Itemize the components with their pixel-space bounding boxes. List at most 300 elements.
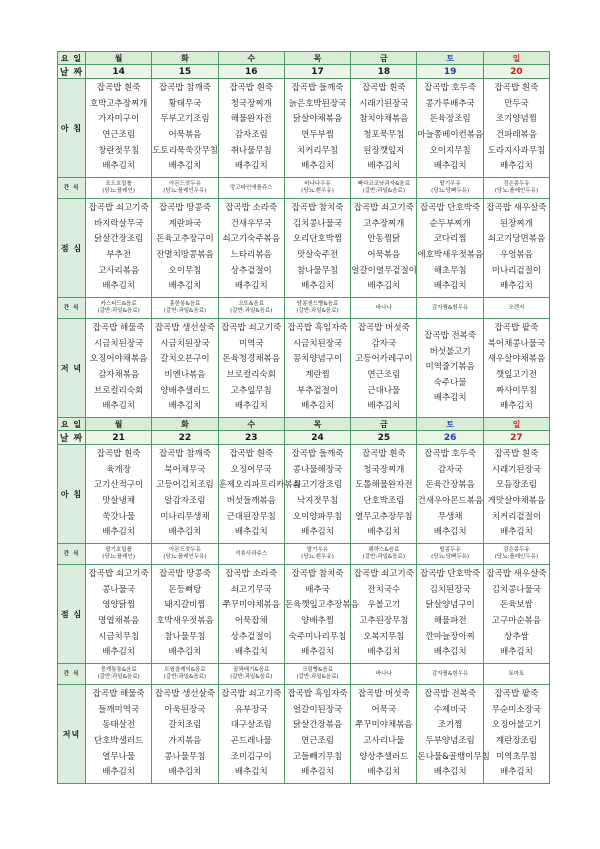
day-name-tue: 화 (152, 418, 218, 431)
menu-item: 잡곡밥 쇠고기죽 (353, 203, 414, 214)
snack-item: 크림빵&음료 (302, 667, 333, 673)
menu-cell-lunch-mon (86, 565, 152, 664)
menu-item: 애호박새우젓볶음 (417, 250, 484, 260)
menu-cell-dinner-sat (417, 685, 490, 784)
menu-item: 연근조림 (301, 736, 334, 746)
menu-item: 연근조림 (102, 130, 136, 140)
menu-item: 배추김치 (102, 161, 136, 172)
menu-item: 잡곡밥 쇠고기죽 (88, 569, 149, 580)
menu-cell-dinner-fri (351, 685, 417, 784)
date-sat: 19 (417, 65, 483, 79)
menu-item: 잡곡밥 참치죽 (291, 569, 344, 580)
menu-item: 배추김치 (301, 767, 334, 778)
menu-item: 근대된장무침 (226, 511, 276, 522)
menu-cell-breakfast-wed (218, 79, 284, 178)
menu-item: 배추김치 (301, 527, 334, 538)
menu-item: 해물파전 (433, 616, 467, 626)
menu-item: 청포묵무침 (363, 130, 405, 140)
menu-item: 잡곡밥 해물죽 (92, 689, 145, 700)
menu-item: 잡곡밥 흰죽 (494, 449, 539, 460)
menu-cell-dinner-sun (483, 319, 549, 418)
menu-cell-lunch-sun (483, 565, 549, 664)
menu-item: 어묵볶음 (367, 250, 401, 260)
snack-item: (갈반:과일&음료) (97, 674, 140, 680)
day-name-sat: 토 (417, 52, 483, 65)
menu-item: 북어채콩나물국 (487, 338, 546, 349)
day-name-thu: 목 (284, 52, 350, 65)
menu-item: 잡곡밥 생선살죽 (154, 689, 216, 700)
menu-item: 배추김치 (234, 767, 268, 778)
snack-item: 빠다코코낫과자&음료 (357, 181, 410, 187)
menu-cell-dinner-sun (483, 685, 549, 784)
menu-item: 잡곡밥 흰죽 (96, 83, 141, 94)
menu-item: 배추김치 (234, 647, 268, 658)
menu-item: 명엽채볶음 (98, 616, 140, 626)
menu-item: 숙주미나리무침 (288, 631, 347, 642)
menu-item: 잡곡밥 참치죽 (291, 203, 344, 214)
menu-cell-dinner-thu (284, 319, 350, 418)
menu-item: 시금치된장국 (160, 338, 210, 349)
am-snack-cell-sat (417, 544, 483, 565)
snack-item: 토마토 (508, 670, 525, 677)
menu-cell-breakfast-sun (483, 79, 549, 178)
menu-item: 근대나물 (367, 385, 401, 396)
menu-item: 고구마순볶음 (491, 616, 542, 626)
menu-item: 돈육보쌈 (500, 600, 533, 611)
menu-item: 가지볶음 (168, 736, 202, 746)
pm-snack-cell-thu (284, 298, 350, 319)
menu-item: 오이양파무침 (292, 511, 343, 522)
menu-item: 도라지사과무침 (487, 145, 546, 156)
snack-item: (갈반:과일&음료) (97, 308, 140, 314)
breakfast-label: 아 침 (58, 445, 86, 544)
menu-item: 어묵잡채 (234, 616, 268, 626)
menu-item: 계란장조림 (495, 736, 537, 746)
menu-item: 쇠고기숙주볶음 (222, 234, 280, 245)
menu-item: 대구살조림 (230, 720, 272, 731)
menu-item: 김치콩나물국 (491, 584, 542, 595)
day-name-fri: 금 (351, 418, 417, 431)
date-header-label: 날 짜 (58, 431, 86, 445)
menu-item: 배추김치 (500, 527, 533, 538)
menu-item: 김치콩나물국 (292, 218, 343, 229)
menu-item: 고추장찌개 (363, 218, 405, 229)
menu-item: 배추김치 (433, 393, 467, 404)
snack-item: (갈반:과일&음료) (230, 674, 273, 680)
menu-item: 돈등뼈탕 (168, 584, 202, 595)
snack-item: 석류사과쥬스 (235, 550, 268, 557)
menu-item: 시래기된장국 (359, 98, 409, 109)
menu-item: 잡곡밥 해물죽 (92, 323, 145, 334)
menu-item: 우볼고기 (367, 600, 401, 611)
menu-item: 순두부찌개 (429, 218, 471, 229)
menu-item: 잡곡밥 쇠고기죽 (88, 203, 149, 214)
pm-snack-cell-sun (483, 298, 549, 319)
am-snack-cell-fri (351, 178, 417, 199)
snack-item: 딸기호밀롤 (105, 547, 132, 553)
menu-item: 배추김치 (500, 767, 533, 778)
menu-cell-lunch-wed (218, 199, 284, 298)
day-name-wed: 수 (218, 418, 284, 431)
date-thu: 17 (284, 65, 350, 79)
menu-item: 배추김치 (301, 161, 334, 172)
menu-cell-dinner-wed (218, 319, 284, 418)
pm-snack-cell-fri (351, 664, 417, 685)
menu-item: 잡곡밥 흰죽 (229, 449, 274, 460)
menu-cell-dinner-wed (218, 685, 284, 784)
menu-item: 비엔나볶음 (164, 370, 206, 380)
menu-item: 상추겉절이 (230, 265, 272, 276)
menu-item: 감자조림 (234, 130, 268, 140)
menu-item: 얼갈이열무겉절이 (351, 265, 417, 276)
snack-item: (갈반:과일&음료) (362, 554, 405, 560)
snack-item: 아몬드잣두유 (169, 547, 201, 553)
menu-item: 고추잎무침 (230, 385, 272, 396)
menu-item: 오징어불고기 (491, 720, 542, 731)
menu-item: 시래기된장국 (491, 464, 542, 475)
day-name-sun: 일 (483, 52, 549, 65)
menu-item: 조기찜 (437, 720, 463, 731)
menu-item: 호박고추장찌개 (89, 98, 148, 109)
am-snack-cell-sun (483, 544, 549, 565)
menu-item: 잡곡밥 흰죽 (229, 83, 274, 94)
menu-item: 느타리볶음 (230, 250, 272, 260)
menu-item: 잡곡밥 참깨죽 (158, 449, 211, 460)
menu-item: 두부양념조림 (425, 736, 475, 746)
snack-item: 홍한봉&음료 (169, 301, 201, 307)
snack-item: (당뇨:플레인두유) (494, 554, 539, 560)
snack-item: 망고파인애플쥬스 (229, 184, 273, 191)
day-name-thu: 목 (284, 418, 350, 431)
menu-item: 부추전 (106, 250, 131, 260)
menu-item: 짜사이무침 (495, 385, 537, 396)
snack-item: (당뇨:흰우유) (301, 554, 334, 560)
am-snack-cell-wed (218, 178, 284, 199)
pm-snack-cell-sat (417, 298, 483, 319)
menu-item: 맛살숙주전 (297, 250, 339, 260)
menu-cell-breakfast-tue (152, 445, 218, 544)
menu-item: 훈제오리파프리카볶음 (218, 480, 301, 491)
menu-item: 치커리겉절이 (491, 511, 542, 522)
menu-cell-dinner-mon (86, 319, 152, 418)
menu-item: 잡곡밥 들깨죽 (291, 83, 344, 94)
menu-item: 미역국 (238, 338, 264, 349)
menu-item: 오이지무침 (429, 145, 471, 156)
day-name-mon: 월 (86, 52, 152, 65)
menu-item: 잔치국수 (367, 584, 401, 595)
snack-item: (갈반:과일&음료) (296, 674, 339, 680)
menu-item: 잡곡밥 흰죽 (96, 449, 141, 460)
lunch-label: 점 심 (58, 565, 86, 664)
menu-item: 잡곡밥 땅콩죽 (158, 569, 211, 580)
menu-item: 모듬장조림 (495, 480, 537, 491)
menu-item: 배추김치 (500, 401, 533, 412)
snack-item: (당뇨:당뼈두유) (431, 188, 470, 194)
snack-item: (갈반:과일&음료) (362, 188, 405, 194)
menu-cell-dinner-tue (152, 685, 218, 784)
menu-item: 버섯들깨볶음 (226, 496, 276, 506)
menu-item: 잡곡밥 단호박죽 (420, 569, 481, 580)
am-snack-cell-tue (152, 178, 218, 199)
menu-item: 감자국 (371, 338, 397, 349)
menu-item: 어묵국 (371, 704, 397, 715)
pm-snack-cell-thu (284, 664, 350, 685)
menu-item: 해초무침 (433, 265, 467, 276)
menu-item: 우엉볶음 (500, 250, 533, 260)
snack-label: 간 식 (58, 178, 86, 199)
menu-item: 잡곡밥 소라죽 (225, 569, 278, 580)
menu-item: 단호박조림 (363, 496, 405, 506)
menu-item: 감자채볶음 (98, 370, 140, 380)
snack-item: 아몬드잣두유 (169, 181, 201, 187)
snack-item: 딸기우유 (439, 181, 461, 187)
breakfast-label: 아 침 (58, 79, 86, 178)
menu-item: 잡곡밥 소라죽 (225, 203, 278, 214)
menu-item: 배추김치 (168, 767, 202, 778)
date-mon: 14 (86, 65, 152, 79)
menu-item: 육개장 (106, 464, 131, 475)
menu-item: 오복지무침 (363, 631, 405, 642)
menu-item: 쭈꾸미야채볶음 (222, 600, 280, 611)
menu-item: 배추김치 (367, 161, 401, 172)
date-fri: 18 (351, 65, 417, 79)
menu-cell-breakfast-fri (351, 445, 417, 544)
lunch-label: 점 심 (58, 199, 86, 298)
menu-item: 참나물무침 (164, 631, 206, 642)
date-sun: 27 (483, 431, 549, 445)
menu-item: 쭈꾸미야채볶음 (355, 720, 413, 731)
menu-item: 시금치된장국 (292, 338, 343, 349)
date-mon: 21 (86, 431, 152, 445)
menu-item: 상추겉절이 (230, 631, 272, 642)
snack-item: 포도호밀롤 (105, 181, 132, 187)
menu-item: 배추김치 (234, 401, 268, 412)
am-snack-cell-thu (284, 178, 350, 199)
menu-item: 잡곡밥 전복죽 (424, 689, 477, 700)
menu-item: 황태무국 (168, 98, 202, 109)
date-tue: 15 (152, 65, 218, 79)
menu-item: 배추김치 (367, 401, 401, 412)
menu-cell-lunch-sat (417, 565, 483, 664)
menu-item: 배추김치 (168, 527, 202, 538)
menu-item: 고사리나물 (363, 736, 405, 746)
menu-item: 동태살전 (102, 720, 136, 731)
menu-item: 돈육청경채볶음 (222, 354, 280, 365)
menu-item: 배추김치 (102, 647, 136, 658)
menu-item: 오리단호박찜 (292, 234, 343, 245)
menu-item: 갈치조림 (168, 720, 202, 731)
menu-cell-breakfast-tue (152, 79, 218, 178)
menu-item: 잡곡밥 흰죽 (494, 83, 539, 94)
menu-item: 배추김치 (168, 161, 202, 172)
menu-item: 잡곡밥 버섯죽 (357, 689, 410, 700)
snack-item: 검은콩두유 (503, 181, 530, 187)
menu-item: 잔멸치땅콩볶음 (156, 250, 214, 260)
snack-item: 땅콩샌드빵&음료 (296, 301, 339, 307)
am-snack-cell-thu (284, 544, 350, 565)
menu-item: 잡곡밥 단호박죽 (420, 203, 481, 214)
date-thu: 24 (284, 431, 350, 445)
menu-item: 고기산적구이 (94, 480, 144, 491)
menu-item: 조기양념찜 (495, 114, 537, 125)
menu-item: 깻잎고기전 (495, 370, 537, 380)
menu-item: 배추김치 (367, 767, 401, 778)
menu-item: 쇠고기무국 (230, 584, 272, 595)
pm-snack-cell-wed (218, 664, 284, 685)
menu-cell-dinner-fri (351, 319, 417, 418)
menu-item: 고추된장무침 (359, 616, 409, 626)
menu-item: 알감자조림 (164, 496, 206, 506)
snack-item: 뭉게통통&음료 (100, 667, 137, 673)
menu-item: 배추김치 (500, 281, 533, 292)
snack-item: (갈반:과일&음료) (163, 674, 207, 680)
menu-item: 북어채무국 (164, 464, 206, 475)
menu-item: 잡곡밥 들깨죽 (291, 449, 344, 460)
snack-item: (갈반:과일&음료) (296, 308, 339, 314)
menu-item: 배추김치 (301, 281, 334, 292)
snack-item: 카스타드&음료 (100, 301, 137, 307)
menu-item: 콩나물국 (102, 584, 136, 595)
menu-item: 연두부찜 (301, 130, 334, 140)
menu-cell-breakfast-thu (284, 79, 350, 178)
pm-snack-cell-sat (417, 664, 483, 685)
menu-item: 잡곡밥 흑임자죽 (287, 323, 348, 334)
snack-item: 바나나우유 (304, 181, 331, 187)
am-snack-cell-sun (483, 178, 549, 199)
snack-item: 오렌지 (508, 304, 525, 311)
menu-item: 연근조림 (367, 370, 401, 380)
menu-cell-lunch-mon (86, 199, 152, 298)
menu-item: 잡곡밥 팥죽 (494, 689, 539, 700)
day-name-wed: 수 (218, 52, 284, 65)
menu-item: 시금치무침 (98, 631, 140, 642)
menu-item: 새우살야채볶음 (487, 354, 546, 365)
snack-item: 바나나 (375, 304, 392, 311)
day-header-label: 요 일 (58, 52, 86, 65)
day-name-fri: 금 (351, 52, 417, 65)
menu-item: 잡곡밥 새우살죽 (486, 203, 547, 214)
menu-item: 돈육고추장구이 (156, 234, 214, 245)
menu-item: 배추김치 (500, 647, 533, 658)
menu-cell-breakfast-sat (417, 445, 483, 544)
menu-item: 수제비국 (433, 704, 467, 715)
menu-item: 잡곡밥 땅콩죽 (158, 203, 211, 214)
snack-item: (갈반:과일&음료) (230, 308, 273, 314)
snack-item: 검은콩두유 (503, 547, 530, 553)
snack-item: 트윙클케익&음료 (164, 667, 206, 673)
menu-item: 잡곡밥 쇠고기죽 (221, 689, 282, 700)
menu-item: 양배추샐러드 (160, 385, 210, 396)
date-wed: 23 (218, 431, 284, 445)
snack-item: 감자찜&흰우유 (432, 304, 469, 311)
menu-item: 쇠고기당면볶음 (487, 234, 546, 245)
menu-item: 건새우아몬드볶음 (417, 496, 484, 506)
menu-item: 쑥갓나물 (102, 511, 136, 522)
snack-label: 간 식 (58, 664, 86, 685)
menu-item: 잡곡밥 흑임자죽 (287, 689, 348, 700)
menu-cell-lunch-wed (218, 565, 284, 664)
menu-item: 미나리무생채 (160, 511, 210, 522)
menu-item: 감자국 (437, 464, 463, 475)
menu-item: 고사리볶음 (98, 265, 140, 276)
menu-item: 바지락살무국 (94, 218, 144, 229)
menu-item: 계란찜 (305, 370, 330, 380)
menu-item: 콩나물무침 (164, 751, 206, 762)
menu-item: 배추김치 (168, 647, 202, 658)
menu-item: 곤드레나물 (230, 736, 272, 746)
menu-item: 안동찜닭 (367, 234, 401, 245)
date-header-label: 날 짜 (58, 65, 86, 79)
menu-item: 오징어무국 (230, 464, 272, 475)
menu-item: 늙은호박된장국 (288, 98, 347, 109)
menu-item: 배추김치 (367, 281, 401, 292)
menu-cell-lunch-thu (284, 565, 359, 664)
day-name-mon: 월 (86, 418, 152, 431)
menu-cell-dinner-sat (417, 319, 483, 418)
menu-item: 잡곡밥 버섯죽 (357, 323, 410, 334)
snack-item: (당뇨:플레인) (102, 188, 135, 194)
menu-item: 양배추찜 (301, 616, 334, 626)
menu-item: 게맛살야채볶음 (487, 496, 546, 506)
menu-item: 배추김치 (433, 281, 467, 292)
pm-snack-cell-fri (351, 298, 417, 319)
pm-snack-cell-tue (152, 298, 218, 319)
snack-item: (당뇨:플레인두유) (494, 188, 539, 194)
menu-item: 배추김치 (102, 527, 136, 538)
snack-item: (당뇨:당뼈두유) (431, 554, 470, 560)
menu-item: 꽁치양념구이 (292, 354, 343, 365)
menu-item: 김치된장국 (429, 584, 471, 595)
menu-item: 계란파국 (168, 218, 202, 229)
menu-item: 배추김치 (168, 281, 202, 292)
menu-item: 잡곡밥 흰죽 (361, 449, 406, 460)
menu-item: 배추김치 (433, 647, 467, 658)
menu-item: 아욱된장국 (164, 704, 206, 715)
menu-item: 잡곡밥 흰죽 (361, 83, 406, 94)
am-snack-cell-fri (351, 544, 417, 565)
snack-item: (갈반:과일&음료) (163, 308, 207, 314)
menu-item: 배추김치 (234, 161, 268, 172)
day-header-label: 요 일 (58, 418, 86, 431)
menu-item: 건새우무국 (230, 218, 272, 229)
menu-item: 가자미구이 (98, 114, 140, 125)
menu-item: 돈육간장볶음 (425, 480, 475, 491)
menu-item: 마늘쫑베이컨볶음 (417, 130, 484, 140)
menu-item: 오징어야채볶음 (89, 354, 148, 365)
menu-item: 치커리무침 (297, 145, 339, 156)
menu-item: 열무나물 (102, 751, 136, 762)
menu-item: 배추김치 (234, 527, 268, 538)
menu-item: 배추김치 (301, 647, 334, 658)
menu-item: 배추국 (305, 584, 330, 595)
menu-cell-lunch-tue (152, 199, 218, 298)
snack-item: 웨하스&음료 (368, 547, 400, 553)
menu-item: 배추김치 (433, 527, 467, 538)
am-snack-cell-sat (417, 178, 483, 199)
snack-item: 감자찜&흰우유 (432, 670, 469, 677)
date-fri: 25 (351, 431, 417, 445)
menu-item: 배추김치 (433, 767, 467, 778)
menu-item: 돈육깻잎고추장볶음 (284, 600, 359, 611)
menu-item: 배추김치 (301, 401, 334, 412)
menu-item: 조미김구이 (230, 751, 272, 762)
menu-item: 영양닭찜 (102, 600, 136, 611)
menu-item: 두부고기조림 (160, 114, 210, 125)
menu-item: 무생채 (437, 511, 463, 522)
menu-item: 배추김치 (168, 401, 202, 412)
menu-item: 돈나물&골뱅이무침 (417, 751, 490, 762)
menu-item: 얼갈이된장국 (292, 704, 343, 715)
